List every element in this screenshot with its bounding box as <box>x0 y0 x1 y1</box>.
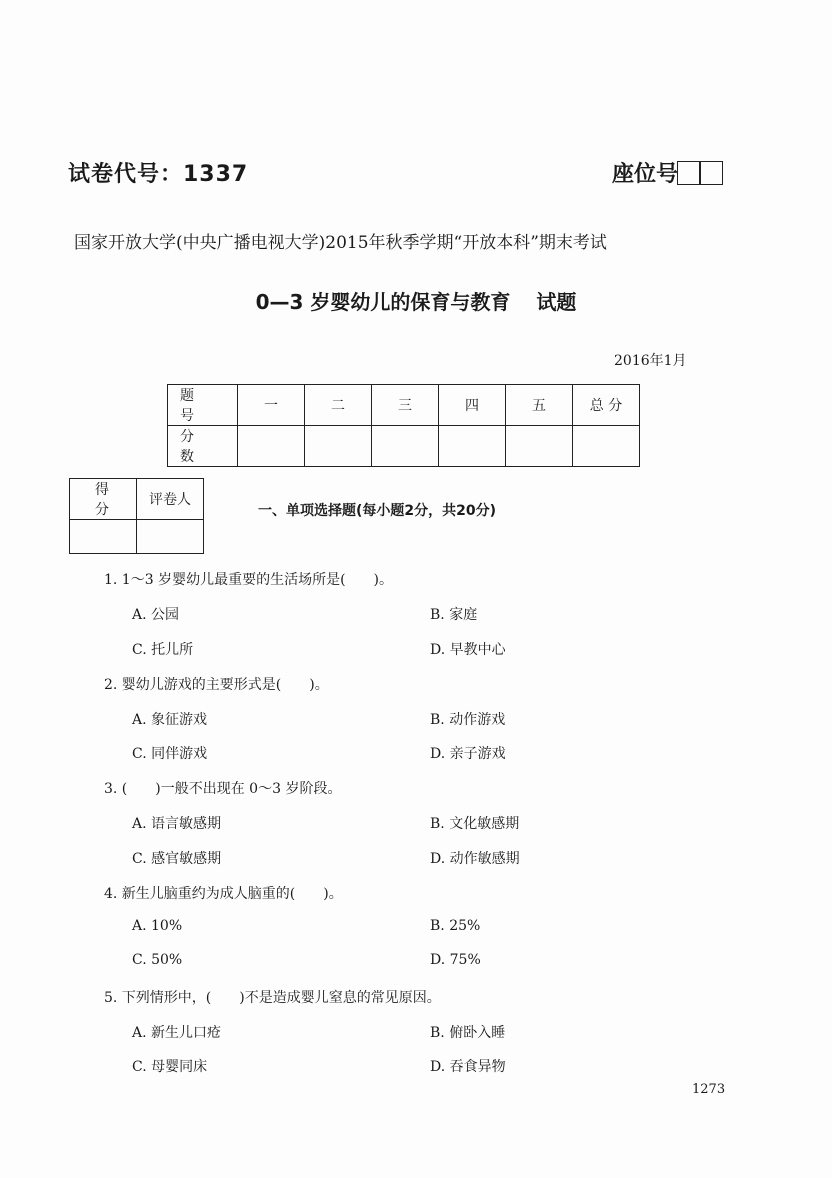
section-title: 一、单项选择题(每小题2分，共20分) <box>258 503 497 519</box>
grader-score-label: 得 分 <box>70 479 137 520</box>
score-row-label: 分 数 <box>168 426 238 467</box>
score-table-score-row <box>168 426 640 467</box>
question-2-option-b: B. 动作游戏 <box>430 712 506 728</box>
score-col-3: 三 <box>372 385 439 426</box>
seat-box-1 <box>677 161 701 185</box>
exam-header: 国家开放大学(中央广播电视大学)2015年秋季学期“开放本科”期末考试 <box>74 233 607 253</box>
exam-title-main: 0—3 岁婴幼儿的保育与教育 <box>255 290 511 314</box>
question-1-option-b: B. 家庭 <box>430 607 478 623</box>
question-5-stem: 5. 下列情形中，( )不是造成婴儿窒息的常见原因。 <box>104 990 441 1006</box>
question-5-option-d: D. 吞食异物 <box>430 1059 506 1075</box>
score-cell[interactable] <box>506 426 573 467</box>
question-3-option-a: A. 语言敏感期 <box>132 816 222 832</box>
question-3-stem: 3. ( )一般不出现在 0～3 岁阶段。 <box>104 781 342 797</box>
question-5-option-b: B. 俯卧入睡 <box>430 1025 506 1041</box>
seat-label: 座位号 <box>612 162 679 187</box>
question-2-option-c: C. 同伴游戏 <box>132 746 208 762</box>
score-cell[interactable] <box>439 426 506 467</box>
exam-date: 2016年1月 <box>614 353 687 369</box>
question-2-stem: 2. 婴幼儿游戏的主要形式是( )。 <box>104 677 329 693</box>
question-5-option-c: C. 母婴同床 <box>132 1059 208 1075</box>
score-table <box>167 384 640 467</box>
question-3-option-b: B. 文化敏感期 <box>430 816 520 832</box>
question-3-option-c: C. 感官敏感期 <box>132 851 222 867</box>
score-col-5: 五 <box>506 385 573 426</box>
score-table-header-row <box>168 385 640 426</box>
score-cell[interactable] <box>305 426 372 467</box>
question-1-option-d: D. 早教中心 <box>430 642 506 658</box>
score-cell[interactable] <box>372 426 439 467</box>
question-1-stem: 1. 1～3 岁婴幼儿最重要的生活场所是( )。 <box>104 572 393 588</box>
question-2-option-a: A. 象征游戏 <box>132 712 208 728</box>
question-5-option-a: A. 新生儿口疮 <box>132 1025 222 1041</box>
grader-score-cell[interactable] <box>70 520 137 554</box>
question-4-option-b: B. 25% <box>430 918 481 934</box>
question-1-option-a: A. 公园 <box>132 607 180 623</box>
question-1-option-c: C. 托儿所 <box>132 642 194 658</box>
paper-code: 试卷代号：1337 <box>68 162 249 187</box>
score-cell[interactable] <box>573 426 640 467</box>
seat-number <box>612 157 723 188</box>
page-number: 1273 <box>692 1082 726 1097</box>
score-table-label: 题 号 <box>168 385 238 426</box>
score-col-4: 四 <box>439 385 506 426</box>
grader-name-cell[interactable] <box>137 520 204 554</box>
question-4-option-d: D. 75% <box>430 952 481 968</box>
question-4-option-a: A. 10% <box>132 918 183 934</box>
score-col-2: 二 <box>305 385 372 426</box>
score-col-total: 总 分 <box>573 385 640 426</box>
exam-title-suffix: 试题 <box>536 290 577 314</box>
question-4-stem: 4. 新生儿脑重约为成人脑重的( )。 <box>104 886 343 902</box>
question-4-option-c: C. 50% <box>132 952 183 968</box>
question-2-option-d: D. 亲子游戏 <box>430 746 506 762</box>
seat-box-2 <box>699 161 723 185</box>
score-cell[interactable] <box>238 426 305 467</box>
score-col-1: 一 <box>238 385 305 426</box>
grader-table <box>69 478 204 554</box>
exam-title <box>0 286 832 315</box>
grader-name-label: 评卷人 <box>137 479 204 520</box>
question-3-option-d: D. 动作敏感期 <box>430 851 520 867</box>
